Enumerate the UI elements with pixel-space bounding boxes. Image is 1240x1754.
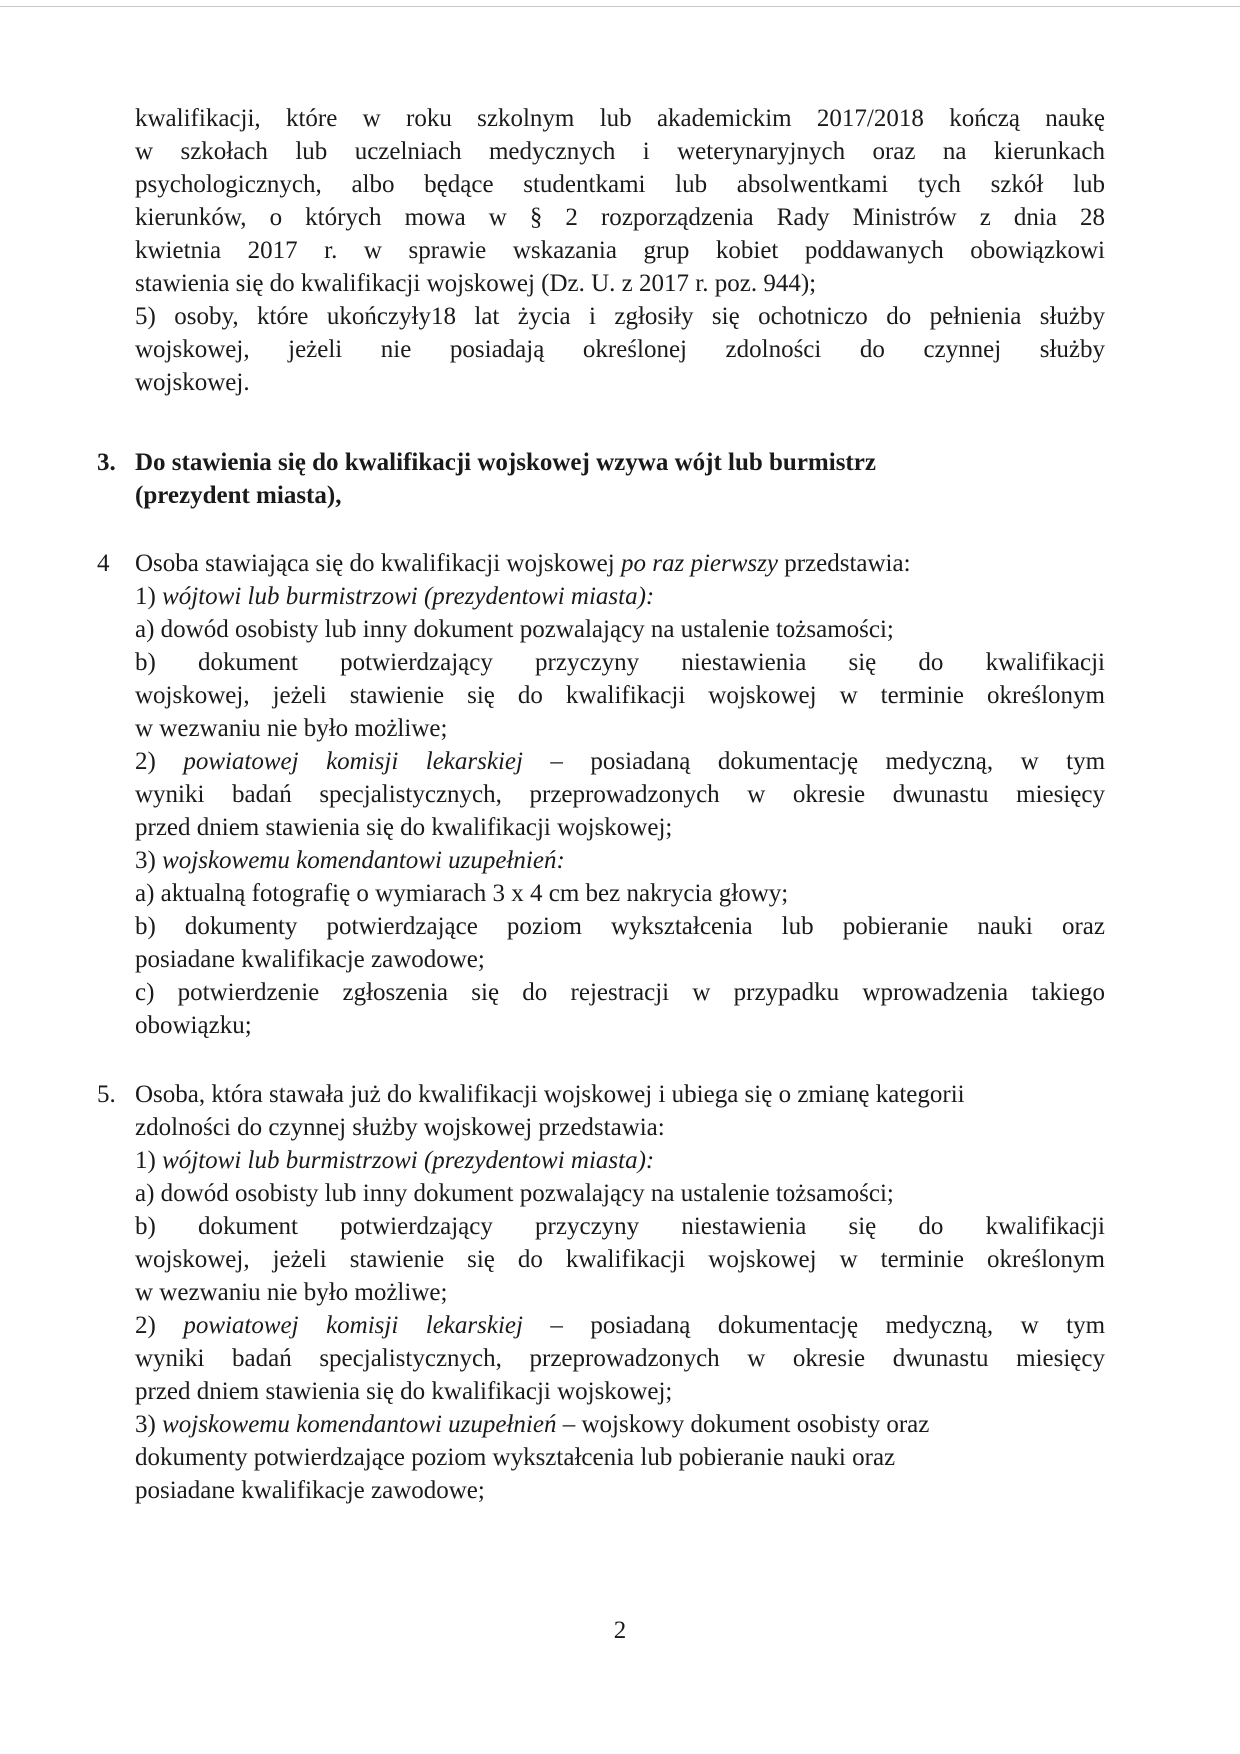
text-line: zdolności do czynnej służby wojskowej przedstawia: [135,1114,665,1141]
item-label: 2) [135,1312,184,1339]
text-line: przed dniem stawienia się do kwalifikacji wojskowej; [135,1378,673,1405]
section-5-number: 5. [97,1081,116,1108]
section-3 [97,446,1107,512]
text-line: b) dokument potwierdzający przyczyny niestawienia się do kwalifikacji [135,1213,1105,1240]
text-line: kwietnia 2017 r. w sprawie wskazania grup kobiet poddawanych obowiązkowi [135,237,1105,264]
section-3-line-2: (prezydent miasta), [135,482,342,509]
section-4-intro-a: Osoba stawiająca się do kwalifikacji wojskowej [135,550,621,577]
section-5 [97,1078,1107,1111]
item-label: 1) [135,583,163,610]
item-title: wojskowemu komendantowi uzupełnień [162,1411,557,1438]
item-label: 3) [135,847,163,874]
text-line: kierunków, o których mowa w § 2 rozporządzenia Rady Ministrów z dnia 28 [135,204,1105,231]
text-line: a) dowód osobisty lub inny dokument pozwalający na ustalenie tożsamości; [135,616,894,643]
text-line: 5) osoby, które ukończyły18 lat życia i zgłosiły się ochotniczo do pełnienia służby [135,303,1105,330]
item-title: wójtowi lub burmistrzowi (prezydentowi miasta): [162,583,655,610]
text-line: posiadane kwalifikacje zawodowe; [135,946,485,973]
section-4-body [135,580,1105,1042]
section-3-line-1: Do stawienia się do kwalifikacji wojskowej wzywa wójt lub burmistrz [135,449,876,476]
text-line: stawienia się do kwalifikacji wojskowej (Dz. U. z 2017 r. poz. 944); [135,270,817,297]
text-line: obowiązku; [135,1012,252,1039]
scan-top-rule [0,6,1240,7]
text-line: c) potwierdzenie zgłoszenia się do rejestracji w przypadku wprowadzenia takiego [135,979,1105,1006]
section-4-intro-italic: po raz pierwszy [620,550,778,577]
item-label: 3) [135,1411,163,1438]
item-text: – posiadaną dokumentację medyczną, w tym [522,1312,1106,1339]
section-4-number: 4 [97,550,110,577]
text-line: wyniki badań specjalistycznych, przeprowadzonych w okresie dwunastu miesięcy [135,781,1105,808]
text-line: a) dowód osobisty lub inny dokument pozwalający na ustalenie tożsamości; [135,1180,894,1207]
text-line: dokumenty potwierdzające poziom wykształcenia lub pobieranie nauki oraz [135,1444,896,1471]
text-line: w szkołach lub uczelniach medycznych i weterynaryjnych oraz na kierunkach [135,138,1105,165]
item-title: powiatowej komisji lekarskiej [183,748,523,775]
section-5-body [135,1111,1105,1507]
item-title: powiatowej komisji lekarskiej [183,1312,523,1339]
text-line: psychologicznych, albo będące studentkami lub absolwentkami tych szkół lub [135,171,1105,198]
section-4 [97,547,1107,580]
text-line: kwalifikacji, które w roku szkolnym lub akademickim 2017/2018 kończą naukę [135,105,1105,132]
page-number: 2 [613,1617,627,1644]
item-label: 1) [135,1147,163,1174]
text-line: wojskowej, jeżeli stawienie się do kwalifikacji wojskowej w terminie określonym [135,1246,1105,1273]
text-line: wojskowej. [135,369,250,396]
text-line: wojskowej, jeżeli nie posiadają określonej zdolności do czynnej służby [135,336,1105,363]
item-title: wójtowi lub burmistrzowi (prezydentowi miasta): [162,1147,655,1174]
item-text: – wojskowy dokument osobisty oraz [556,1411,930,1438]
item-text: – posiadaną dokumentację medyczną, w tym [522,748,1106,775]
item-title: wojskowemu komendantowi uzupełnień: [162,847,565,874]
text-line: w wezwaniu nie było możliwe; [135,1279,448,1306]
text-line: a) aktualną fotografię o wymiarach 3 x 4 cm bez nakrycia głowy; [135,880,789,907]
text-line: posiadane kwalifikacje zawodowe; [135,1477,485,1504]
text-line: b) dokument potwierdzający przyczyny niestawienia się do kwalifikacji [135,649,1105,676]
section-4-intro-c: przedstawia: [777,550,911,577]
text-line: przed dniem stawienia się do kwalifikacji wojskowej; [135,814,673,841]
section-2-continuation [135,102,1105,399]
section-3-number: 3. [97,449,116,476]
item-label: 2) [135,748,184,775]
text-line: wyniki badań specjalistycznych, przeprowadzonych w okresie dwunastu miesięcy [135,1345,1105,1372]
text-line: wojskowej, jeżeli stawienie się do kwalifikacji wojskowej w terminie określonym [135,682,1105,709]
text-line: w wezwaniu nie było możliwe; [135,715,448,742]
section-5-intro-line-1: Osoba, która stawała już do kwalifikacji wojskowej i ubiega się o zmianę kategorii [135,1081,965,1108]
text-line: b) dokumenty potwierdzające poziom wykształcenia lub pobieranie nauki oraz [135,913,1105,940]
